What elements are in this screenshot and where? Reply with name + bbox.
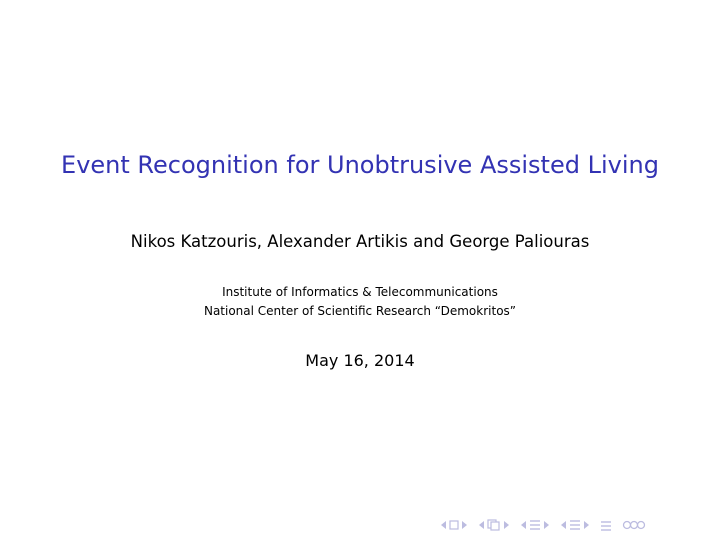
subsection-navigation [520, 518, 550, 532]
slide-navigation [440, 518, 468, 532]
search-icon[interactable] [622, 518, 646, 532]
outline-navigation [600, 518, 612, 532]
authors: Nikos Katzouris, Alexander Artikis and George Paliouras [130, 232, 590, 251]
subsection-icon[interactable] [529, 518, 541, 532]
prev-slide-arrow-icon[interactable] [440, 518, 447, 532]
prev-subsection-arrow-icon[interactable] [520, 518, 527, 532]
next-slide-arrow-icon[interactable] [461, 518, 468, 532]
search-navigation [622, 518, 646, 532]
presentation-date: May 16, 2014 [305, 351, 415, 370]
prev-frame-arrow-icon[interactable] [478, 518, 485, 532]
frame-icon[interactable] [487, 518, 501, 532]
next-subsection-arrow-icon[interactable] [543, 518, 550, 532]
presentation-title: Event Recognition for Unobtrusive Assisted Living [61, 151, 659, 179]
institute-line-1: Institute of Informatics & Telecommunications [222, 285, 498, 299]
next-frame-arrow-icon[interactable] [503, 518, 510, 532]
institute [0, 283, 720, 321]
outline-icon[interactable] [600, 518, 612, 532]
beamer-navigation-bar [440, 515, 646, 535]
section-icon[interactable] [569, 518, 581, 532]
prev-section-arrow-icon[interactable] [560, 518, 567, 532]
slide-icon[interactable] [449, 518, 459, 532]
institute-line-2: National Center of Scientific Research “Demokritos” [203, 304, 517, 318]
frame-navigation [478, 518, 510, 532]
section-navigation [560, 518, 590, 532]
next-section-arrow-icon[interactable] [583, 518, 590, 532]
